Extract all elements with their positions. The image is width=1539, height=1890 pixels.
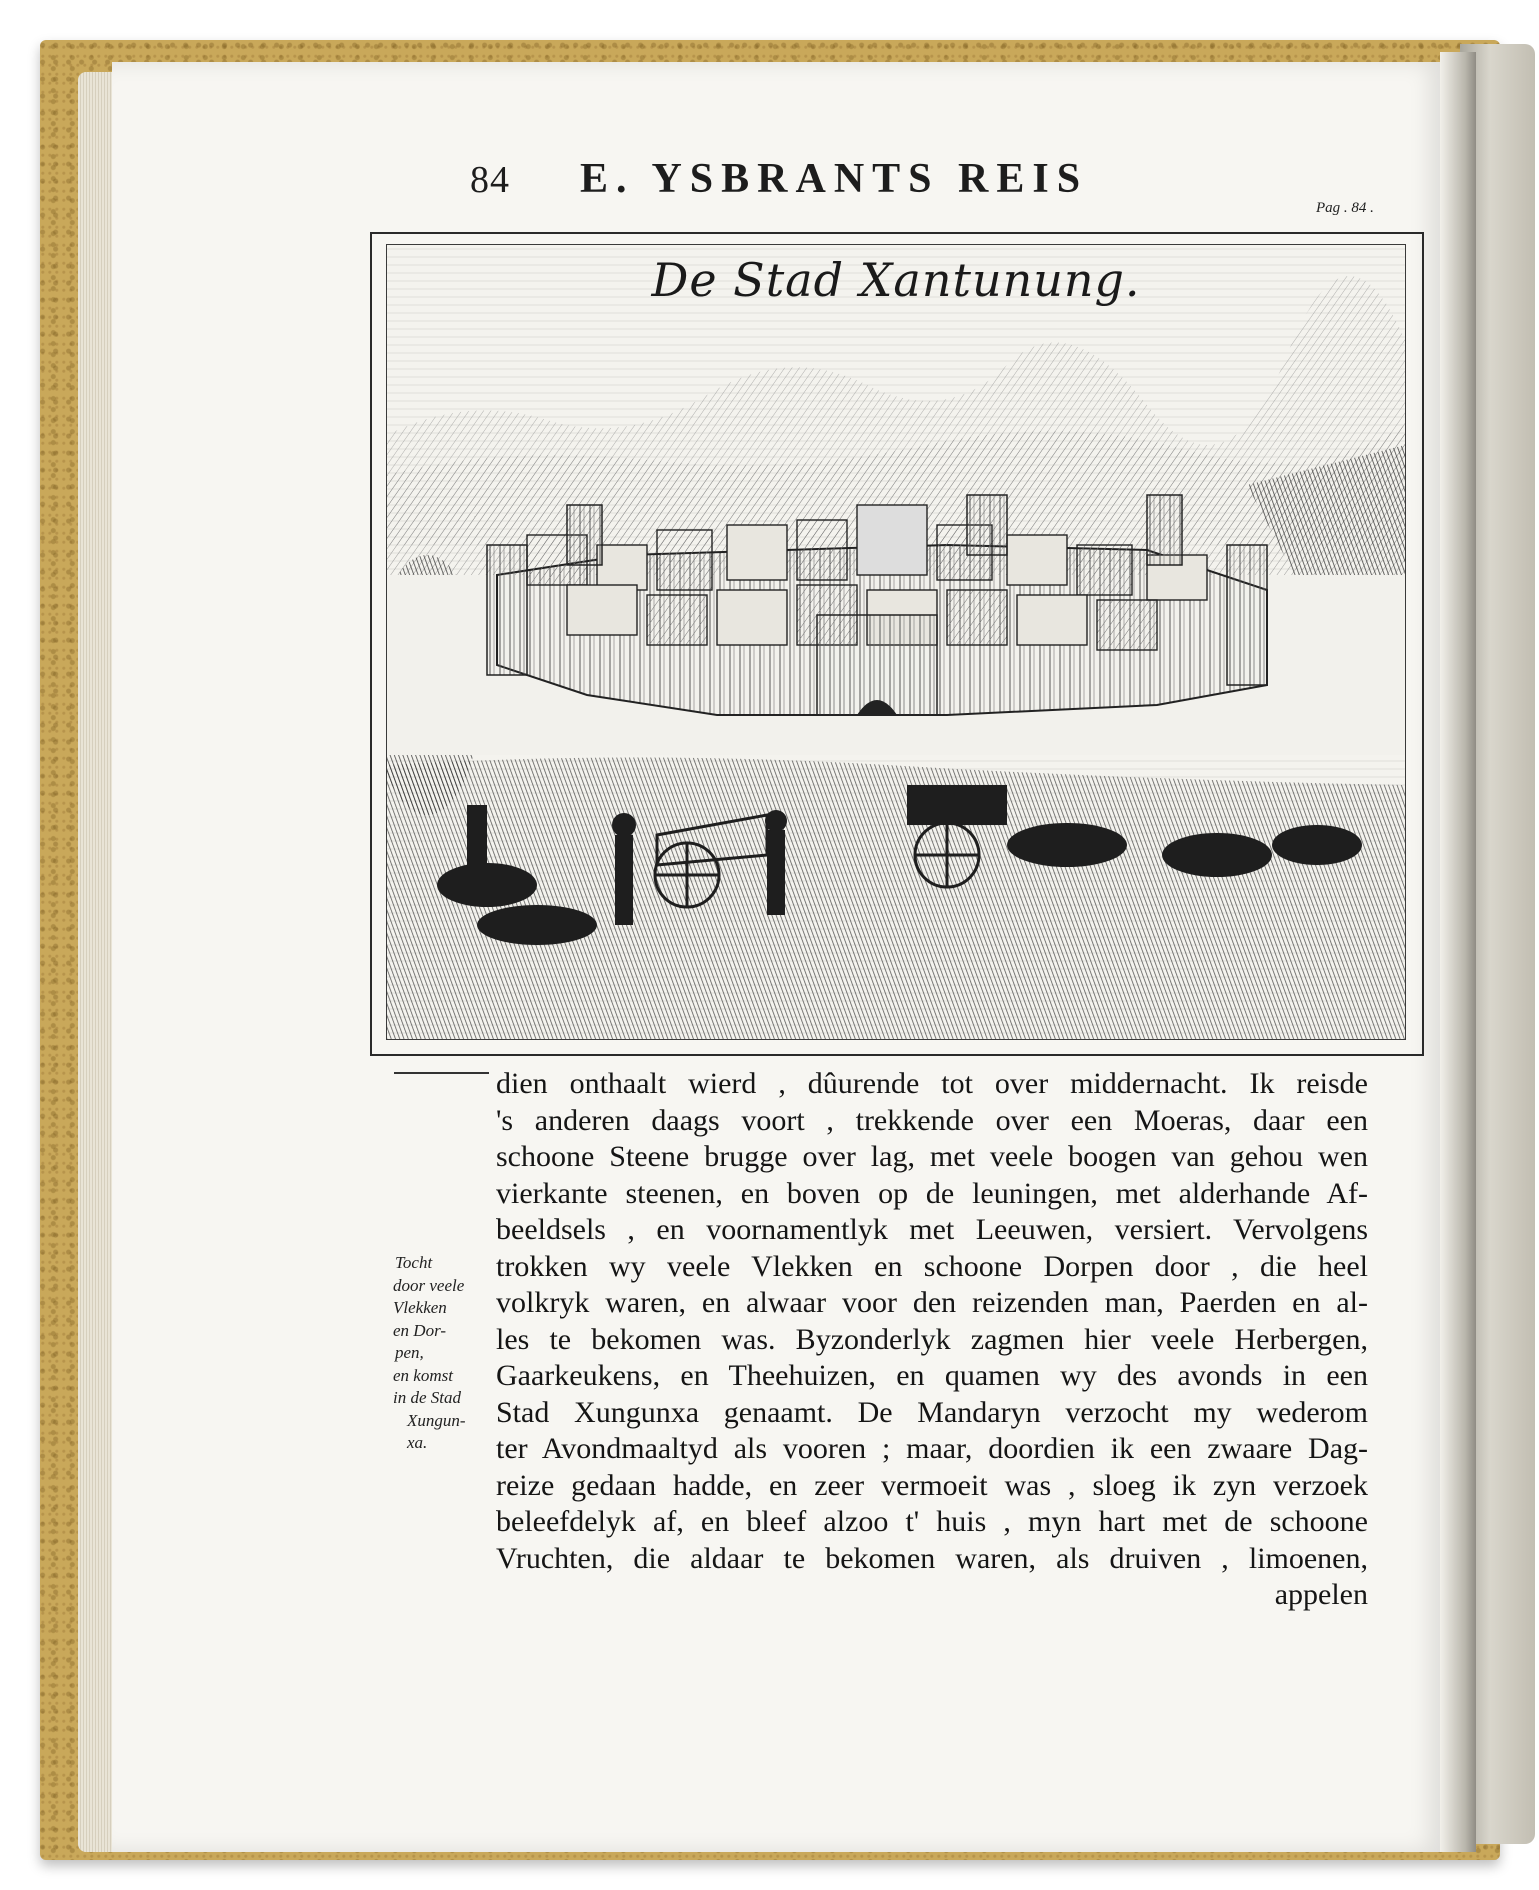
body-text [496,1066,1368,1614]
text-line: ter Avondmaaltyd als vooren ; maar, doordien ik een zwaare Dag- [496,1432,1368,1465]
text-line: Gaarkeukens, en Theehuizen, en quamen wy des avonds in een [496,1359,1368,1392]
text-line: dien onthaalt wierd , dûurende tot over middernacht. Ik reisde [496,1067,1368,1100]
margin-rule [394,1072,489,1074]
running-title: E. YSBRANTS REIS [580,156,1089,202]
engraving-plate [386,244,1406,1040]
text-line: volkryk waren, en alwaar voor den reizenden man, Paerden en al- [496,1286,1368,1319]
margin-note-line: en komst [393,1365,453,1385]
margin-note-line: Vlekken [393,1298,447,1317]
margin-note [393,1252,493,1455]
text-line: schoone Steene brugge over lag, met veele boogen van gehou wen [496,1140,1368,1173]
city-engraving [387,245,1405,1039]
running-head [470,155,1250,203]
margin-note-line: in de Stad [393,1388,461,1407]
margin-note-line: pen, [395,1343,424,1362]
text-line: beeldsels , en voornamentlyk met Leeuwen, versiert. Vervolgens [496,1213,1368,1246]
margin-note-line: door veele [393,1275,465,1295]
margin-note-line: Tocht [395,1253,433,1272]
margin-note-line: en Dor- [393,1320,447,1340]
plate-page-reference: Pag . 84 . [1316,200,1374,216]
page-number: 84 [470,159,510,201]
text-line: 's anderen daags voort , trekkende over een Moeras, daar een [496,1103,1368,1137]
margin-note-line: Xungun- [407,1410,466,1430]
text-line: les te bekomen was. Byzonderlyk zagmen hier veele Herbergen, [496,1322,1368,1356]
text-line: vierkante steenen, en boven op de leuningen, met alderhande Af- [496,1176,1368,1210]
catchword: appelen [1274,1578,1368,1611]
book-gutter [1440,52,1476,1852]
text-line: trokken wy veele Vlekken en schoone Dorpen door , die heel [496,1249,1368,1283]
plate-title: De Stad Xantunung. [651,253,1141,307]
text-line: Vruchten, die aldaar te bekomen waren, als druiven , limoenen, [496,1541,1368,1575]
text-line: reize gedaan hadde, en zeer vermoeit was , sloeg ik zyn verzoek [496,1468,1368,1502]
text-line: Stad Xungunxa genaamt. De Mandaryn verzocht my wederom [496,1395,1368,1429]
text-line: beleefdelyk af, en bleef alzoo t' huis , myn hart met de schoone [496,1505,1368,1538]
margin-note-line: xa. [407,1433,428,1452]
